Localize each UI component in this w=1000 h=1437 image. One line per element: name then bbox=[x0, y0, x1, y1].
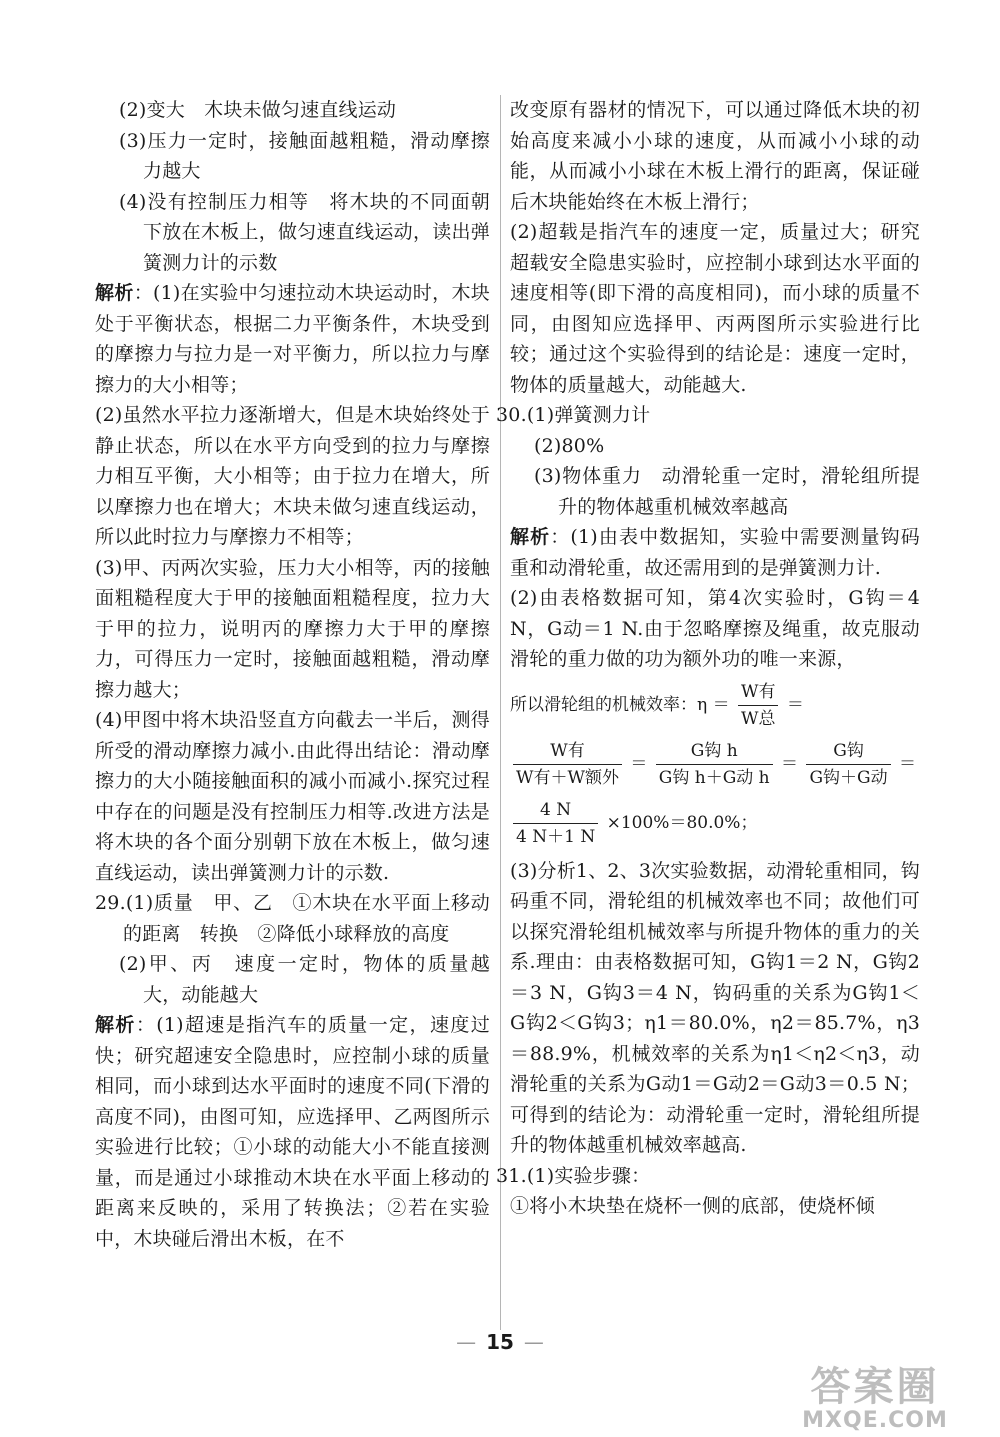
q28-answer-3: (3)压力一定时，接触面越粗糙，滑动摩擦力越大 bbox=[119, 129, 490, 182]
q31-answer-1: 31.(1)实验步骤： bbox=[496, 1164, 651, 1187]
q28-explanation-1: 解析：(1)在实验中匀速拉动木块运动时，木块处于平衡状态，根据二力平衡条件，木块受到的摩擦力与拉力是一对平衡力，所以拉力与摩擦力的大小相等； bbox=[95, 282, 490, 396]
q29-explanation-2: (2)超载是指汽车的速度一定，质量过大；研究超载安全隐患实验时，应控制小球到达水平面的速度相等(即下滑的高度相同)，而小球的质量不同，由图知应选择甲、丙两图所示实验进行比较；通过这个实验得到的结论是：速度一定时，物体的质量越大，动能越大. bbox=[510, 221, 920, 396]
q30-answer-1: 30.(1)弹簧测力计 bbox=[496, 404, 651, 426]
q28-explanation-2: (2)虽然水平拉力逐渐增大，但是木块始终处于静止状态，所以在水平方向受到的拉力与摩擦力相互平衡，大小相等；由于拉力在增大，所以摩擦力也在增大；木块未做匀速直线运动，所以此时拉力与摩擦力不相等； bbox=[95, 404, 490, 548]
fraction-g-over-g-sum: $\frac{\text{G钩}}{\text{G钩＋G动}}$ bbox=[806, 738, 890, 791]
q30-explanation-1: 解析：(1)由表中数据知，实验中需要测量钩码重和动滑轮重，故还需用到的是弹簧测力计. bbox=[510, 526, 920, 579]
q28-answer-2: (2)变大 木块未做匀速直线运动 bbox=[119, 99, 397, 121]
q28-explanation-4: (4)甲图中将木块沿竖直方向截去一半后，测得所受的滑动摩擦力减小.由此得出结论：滑动摩擦力的大小随接触面积的减小而减小.探究过程中存在的问题是没有控制压力相等.改进方法是将木块的各个面分别朝下放在木板上，做匀速直线运动，读出弹簧测力计的示数. bbox=[95, 709, 490, 884]
q30-answer-2: (2)80% bbox=[534, 434, 605, 457]
q29-answer-2: (2)甲、丙 速度一定时，物体的质量越大，动能越大 bbox=[119, 953, 490, 1006]
fraction-w-useful-over-w-total: $\frac{\text{W有}}{\text{W总}}$ bbox=[738, 679, 778, 732]
analysis-label: 解析 bbox=[510, 526, 551, 548]
analysis-label: 解析 bbox=[95, 1014, 136, 1036]
watermark-url: MXQE.COM bbox=[802, 1408, 948, 1433]
efficiency-formula-2: $\frac{\text{W有}}{\text{W有＋W额外}}$ ＝ $\frac{\text{G钩 h}}{\text{G钩 h＋G动 h}}$ ＝ $\frac{\text{G钩}}{\text{G钩＋G动}}$ ＝ bbox=[510, 738, 920, 791]
page-number: — 15 — bbox=[456, 1330, 544, 1354]
right-column bbox=[496, 95, 920, 1222]
column-divider bbox=[500, 95, 501, 1330]
fraction-w-useful-over-w-sum: $\frac{\text{W有}}{\text{W有＋W额外}}$ bbox=[513, 738, 622, 791]
watermark bbox=[760, 1365, 990, 1435]
q31-step-1: ①将小木块垫在烧杯一侧的底部，使烧杯倾 bbox=[510, 1195, 875, 1217]
efficiency-formula-3: $\frac{4 N}{4 N+1 N}$ ×100%＝80.0%； bbox=[510, 797, 920, 850]
page-number-dash-left: — bbox=[456, 1330, 477, 1354]
watermark-logo-text: 答案圈 bbox=[810, 1364, 940, 1410]
q30-explanation-2: (2)由表格数据可知，第4次实验时，G钩＝4 N，G动＝1 N.由于忽略摩擦及绳重，故克服动滑轮的重力做的功为额外功的唯一来源， bbox=[510, 587, 920, 670]
q29-answer-1: 29.(1)质量 甲、乙 ①木块在水平面上移动的距离 转换 ②降低小球释放的高度 bbox=[95, 892, 490, 945]
page-number-dash-right: — bbox=[523, 1330, 544, 1354]
q28-answer-4: (4)没有控制压力相等 将木块的不同面朝下放在木板上，做匀速直线运动，读出弹簧测力计的示数 bbox=[119, 190, 490, 274]
left-column bbox=[95, 95, 490, 1254]
q30-answer-3: (3)物体重力 动滑轮重一定时，滑轮组所提升的物体越重机械效率越高 bbox=[534, 465, 920, 518]
q30-explanation-3: (3)分析1、2、3次实验数据，动滑轮重相同，钩码重不同，滑轮组的机械效率也不同；故他们可以探究滑轮组机械效率与所提升物体的重力的关系.理由：由表格数据可知，G钩1＝2 N，G钩2＝3 N，G钩3＝4 N，钩码重的关系为G钩1＜G钩2＜G钩3；η1＝80.0%，η2＝85.7%，η3＝88.9%，机械效率的关系为η1＜η2＜η3，动滑轮重的关系为G动1＝G动2＝G动3＝0.5 N；可得到的结论为：动滑轮重一定时，滑轮组所提升的物体越重机械效率越高. bbox=[510, 859, 920, 1156]
q29-explanation-1: 解析：(1)超速是指汽车的质量一定，速度过快；研究超速安全隐患时，应控制小球的质量相同，而小球到达水平面时的速度不同(下滑的高度不同)，由图可知，应选择甲、乙两图所示实验进行比较；①小球的动能大小不能直接测量，而是通过小球推动木块在水平面上移动的距离来反映的，采用了转换法；②若在实验中，木块碰后滑出木板，在不 bbox=[95, 1014, 491, 1250]
efficiency-formula-1: 所以滑轮组的机械效率：η ＝ $\frac{\text{W有}}{\text{W总}}$ ＝ bbox=[510, 679, 920, 732]
fraction-4n-over-5n: $\frac{4 N}{4 N+1 N}$ bbox=[513, 797, 598, 850]
q28-explanation-3: (3)甲、丙两次实验，压力大小相等，丙的接触面粗糙程度大于甲的接触面粗糙程度，拉力大于甲的拉力，说明丙的摩擦力大于甲的摩擦力，可得压力一定时，接触面越粗糙，滑动摩擦力越大； bbox=[95, 556, 490, 701]
q29-explanation-1-continued: 改变原有器材的情况下，可以通过降低木块的初始高度来减小小球的速度，从而减小小球的动能，从而减小小球在木板上滑行的距离，保证碰后木块能始终在木板上滑行； bbox=[510, 99, 920, 213]
fraction-gh-over-gh-sum: $\frac{\text{G钩 h}}{\text{G钩 h＋G动 h}}$ bbox=[656, 738, 773, 791]
analysis-label: 解析 bbox=[95, 282, 134, 304]
